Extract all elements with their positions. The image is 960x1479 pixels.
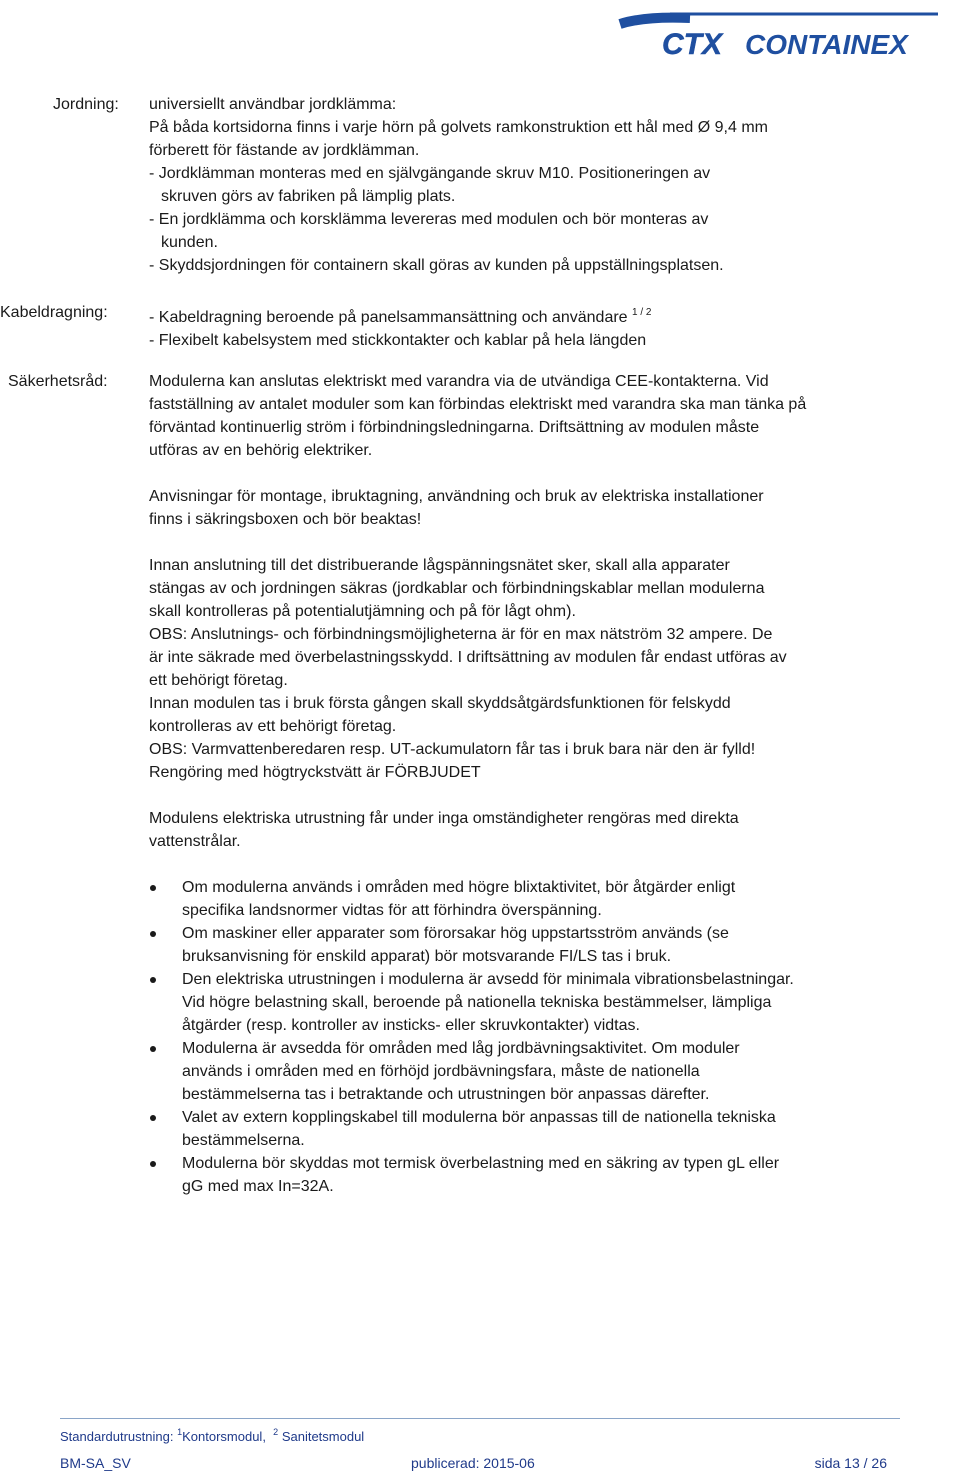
text-line: förväntad kontinuerlig ström i förbindningsledningarna. Driftsättning av modulen måste: [149, 419, 760, 436]
text-line: bruksanvisning för enskild apparat) bör motsvarande FI/LS tas i bruk.: [182, 948, 672, 965]
jordning-body: [149, 93, 768, 277]
text-line: specifika landsnormer vidtas för att förhindra överspänning.: [182, 902, 602, 919]
sakerhetsrad-label: Säkerhetsråd:: [8, 373, 108, 390]
text-line: bestämmelserna tas i betraktande och utrustningen bör anpassas därefter.: [182, 1086, 710, 1103]
text-line: Anslutnings- och förbindningsmöjligheterna är för en max nätström 32 ampere. De: [187, 626, 773, 643]
text-line: Om modulerna används i områden med högre blixtaktivitet, bör åtgärder enligt: [182, 879, 736, 896]
containex-logo: [550, 10, 940, 62]
footer-standard-label: Standardutrustning:: [60, 1429, 174, 1444]
published-date: publicerad: 2015-06: [411, 1455, 535, 1471]
bullet-icon: [150, 1115, 156, 1121]
bullet-icon: [150, 977, 156, 983]
text-line: kontrolleras av ett behörigt företag.: [149, 718, 397, 735]
obs-label: OBS:: [149, 626, 188, 643]
bullet-icon: [150, 1161, 156, 1167]
text-line: ett behörigt företag.: [149, 672, 288, 689]
bullet-icon: [150, 1046, 156, 1052]
text-line: utföras av en behörig elektriker.: [149, 442, 373, 459]
obs-label: OBS:: [149, 741, 188, 758]
text-line: vattenstrålar.: [149, 833, 241, 850]
text-line: Innan anslutning till det distribuerande lågspänningsnätet sker, skall alla apparater: [149, 557, 730, 574]
text-line: Om maskiner eller apparater som förorsakar hög uppstartsström används (se: [182, 925, 729, 942]
jordning-line: skruven görs av fabriken på lämplig plats.: [161, 188, 456, 205]
text-line: används i områden med en förhöjd jordbävningsfara, måste de nationella: [182, 1063, 700, 1080]
text-line: Varmvattenberedaren resp. UT-ackumulatorn får tas i bruk bara när den är fylld!: [187, 741, 756, 758]
kabeldragning-line: [149, 301, 651, 329]
footer-divider: [60, 1418, 900, 1419]
text-line: Rengöring med högtryckstvätt är FÖRBJUDET: [149, 764, 481, 781]
text-line: Innan modulen tas i bruk första gången skall skyddsåtgärdsfunktionen för felskydd: [149, 695, 731, 712]
footer-sup: 1: [177, 1427, 183, 1437]
footer-legend: [60, 1427, 364, 1444]
jordning-line: - Jordklämman monteras med en självgängande skruv M10. Positioneringen av: [149, 165, 711, 182]
footer-item: Sanitetsmodul: [281, 1429, 365, 1444]
kabeldragning-line-text: - Kabeldragning beroende på panelsammansättning och användare: [149, 309, 628, 326]
text-line: gG med max In=32A.: [182, 1178, 334, 1195]
paragraph: [149, 554, 949, 784]
bullet-icon: [150, 885, 156, 891]
jordning-line: - Skyddsjordningen för containern skall göras av kunden på uppställningsplatsen.: [149, 257, 724, 274]
text-line: bestämmelserna.: [182, 1132, 305, 1149]
list-item: [149, 876, 949, 922]
logo-mark: CTX: [662, 28, 722, 61]
list-item: [149, 922, 949, 968]
paragraph: [149, 485, 949, 531]
text-line: Valet av extern kopplingskabel till modulerna bör anpassas till de nationella tekniska: [182, 1109, 776, 1126]
text-line: Anvisningar för montage, ibruktagning, användning och bruk av elektriska installationer: [149, 488, 764, 505]
text-line: skall kontrolleras på potentialutjämning och på för lågt ohm).: [149, 603, 576, 620]
jordning-line: universiellt användbar jordklämma:: [149, 96, 397, 113]
kabeldragning-body: [149, 301, 651, 352]
jordning-line: kunden.: [161, 234, 218, 251]
paragraph: [149, 370, 949, 462]
text-line: Modulens elektriska utrustning får under inga omständigheter rengöras med direkta: [149, 810, 739, 827]
page-number: sida 13 / 26: [814, 1455, 887, 1471]
list-item: [149, 968, 949, 1037]
text-line: Modulerna kan anslutas elektriskt med varandra via de utvändiga CEE-kontakterna. Vid: [149, 373, 769, 390]
kabeldragning-line: - Flexibelt kabelsystem med stickkontakter och kablar på hela längden: [149, 332, 647, 349]
jordning-line: På båda kortsidorna finns i varje hörn på golvets ramkonstruktion ett hål med Ø 9,4 mm: [149, 119, 768, 136]
footer-sup: 2: [273, 1427, 279, 1437]
text-line: Modulerna bör skyddas mot termisk överbelastning med en säkring av typen gL eller: [182, 1155, 780, 1172]
obs-line: [149, 738, 949, 761]
bullet-list: [149, 876, 949, 1198]
logo-text: CONTAINEX: [745, 29, 908, 60]
kabeldragning-superscript: 1 / 2: [632, 307, 652, 318]
bullet-icon: [150, 931, 156, 937]
doc-code: BM-SA_SV: [60, 1455, 131, 1471]
text-line: fastställning av antalet moduler som kan förbindas elektriskt med varandra ska man tänka på: [149, 396, 807, 413]
text-line: Vid högre belastning skall, beroende på nationella tekniska bestämmelser, lämpliga: [182, 994, 772, 1011]
list-item: [149, 1037, 949, 1106]
kabeldragning-label: Kabeldragning:: [0, 304, 108, 321]
text-line: Modulerna är avsedda för områden med låg jordbävningsaktivitet. Om moduler: [182, 1040, 740, 1057]
obs-line: [149, 623, 949, 646]
list-item: [149, 1152, 949, 1198]
footer-item: Kontorsmodul,: [182, 1429, 266, 1444]
jordning-line: - En jordklämma och korsklämma levereras med modulen och bör monteras av: [149, 211, 709, 228]
text-line: Den elektriska utrustningen i modulerna är avsedd för minimala vibrationsbelastningar.: [182, 971, 794, 988]
text-line: åtgärder (resp. kontroller av insticks- eller skruvkontakter) vidtas.: [182, 1017, 640, 1034]
jordning-label: Jordning:: [53, 96, 119, 113]
text-line: stängas av och jordningen säkras (jordkablar och förbindningskablar mellan modulerna: [149, 580, 765, 597]
jordning-line: förberett för fästande av jordklämman.: [149, 142, 420, 159]
text-line: är inte säkrade med överbelastningsskydd. I driftsättning av modulen får endast utföras av: [149, 649, 787, 666]
paragraph: [149, 807, 949, 853]
sakerhetsrad-body: [149, 370, 949, 1198]
text-line: finns i säkringsboxen och bör beaktas!: [149, 511, 422, 528]
list-item: [149, 1106, 949, 1152]
